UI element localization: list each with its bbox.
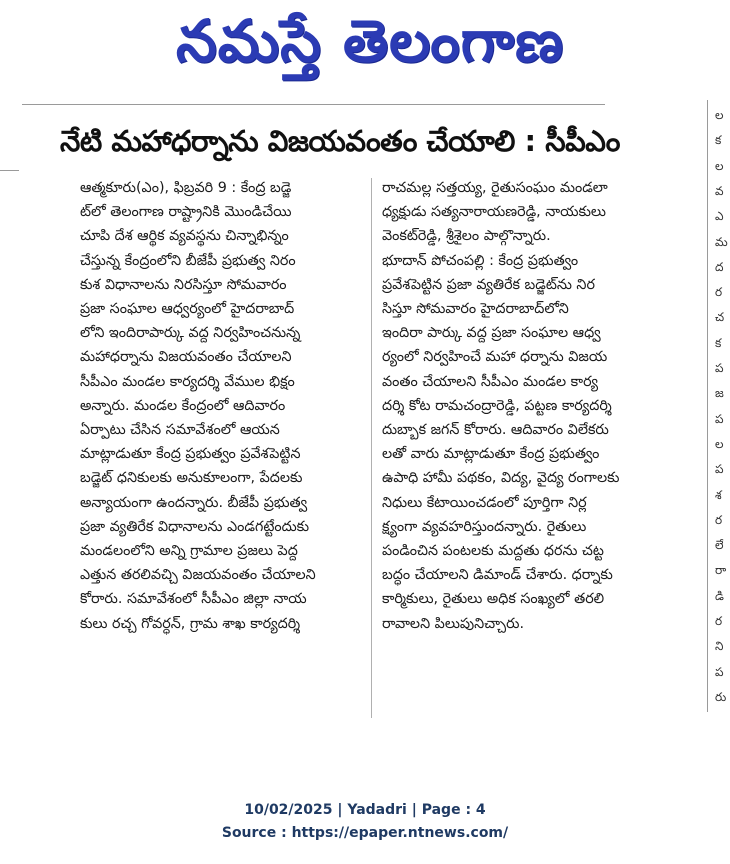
fragment-glyph: క [715, 133, 722, 148]
article-text-line: అన్యాయంగా ఉందన్నారు. బీజేపీ ప్రభుత్వ [80, 494, 308, 511]
article-text-line: ఆత్మకూరు(ఎం), ఫిబ్రవరి 9 : కేంద్ర బడ్జె [80, 180, 292, 196]
article-text-line: ర్యంలో నిర్వహించే మహా ధర్నాను విజయ [382, 349, 608, 366]
article-text-line: ప్రజా సంఘాల ఆధ్వర్యంలో హైదరాబాద్ [80, 301, 295, 318]
fragment-glyph: డి [715, 588, 724, 603]
right-column-divider [707, 100, 708, 712]
left-column-rule [0, 170, 19, 171]
article-text-line: లతో వారు మాట్లాడుతూ కేంద్ర ప్రభుత్వం [382, 446, 600, 463]
fragment-glyph: జ [715, 386, 724, 401]
top-rule [22, 104, 605, 105]
article-text-line: ఇందిరా పార్కు వద్ద ప్రజా సంఘాల ఆధ్వ [382, 325, 601, 342]
article-text-line: కోరారు. సమావేశంలో సీపీఎం జిల్లా నాయ [80, 591, 307, 608]
fragment-glyph: రా [715, 563, 727, 578]
article-text-line: ప్రవేశపెట్టిన ప్రజా వ్యతిరేక బడ్జెట్‌ను నిర [382, 276, 595, 293]
column-divider [371, 178, 372, 718]
fragment-glyph: ర [715, 614, 723, 628]
article-text-line: చూపి దేశ ఆర్థిక వ్యవస్థను చిన్నాభిన్నం [80, 228, 289, 245]
article-text-line: ఎత్తున తరలివచ్చి విజయవంతం చేయాలని [80, 567, 316, 584]
article-text-line: సిస్తూ సోమవారం హైదరాబాద్‌లోని [382, 301, 569, 318]
fragment-glyph: ల [715, 436, 724, 451]
article-text-line: వంతం చేయాలని సీపీఎం మండల కార్య [382, 373, 599, 390]
fragment-glyph: ల [715, 158, 724, 173]
footer-source: Source : https://epaper.ntnews.com/ [221, 825, 509, 841]
fragment-glyph: ప [715, 411, 724, 426]
fragment-glyph: ర [715, 512, 723, 527]
fragment-glyph: ప [715, 664, 724, 679]
fragment-glyph: మ [715, 234, 728, 249]
article-text-line: రావాలని పిలుపునిచ్చారు. [382, 615, 525, 632]
article-column-1 [80, 176, 362, 636]
article-text-line: నిధులు కేటాయించడంలో పూర్తిగా నిర్ల [382, 494, 587, 511]
fragment-glyph: ప [715, 361, 724, 375]
fragment-glyph: లే [715, 538, 724, 553]
article-text-line: చేస్తున్న కేంద్రంలోని బీజేపీ ప్రభుత్వ నిరం [80, 252, 296, 269]
fragment-glyph: రు [715, 689, 727, 704]
article-text-line: మహాధర్నాను విజయవంతం చేయాలని [80, 349, 292, 366]
article-text-line: మాట్లాడుతూ కేంద్ర ప్రభుత్వం ప్రవేశపెట్టిన [80, 446, 301, 463]
article-text-line: బద్ధం చేయాలని డిమాండ్ చేశారు. ధర్నాకు [382, 567, 613, 584]
fragment-glyph: ప [715, 462, 724, 477]
fragment-glyph: ల [715, 108, 724, 122]
article-text-line: ట్‌లో తెలంగాణ రాష్ట్రానికి మొండిచేయి [80, 204, 292, 221]
article-text-line: ఏర్పాటు చేసిన సమావేశంలో ఆయన [80, 422, 280, 439]
fragment-glyph: ర [715, 285, 723, 300]
footer-edition-info: 10/02/2025 | Yadadri | Page : 4 [244, 802, 486, 818]
article-text-line: సీపీఎం మండల కార్యదర్శి వేముల భిక్షం [80, 373, 295, 390]
article-text-line: అన్నారు. మండల కేంద్రంలో ఆదివారం [80, 397, 286, 414]
article-text-line: భూదాన్ పోచంపల్లి : కేంద్ర ప్రభుత్వం [382, 252, 579, 269]
article-text-line: ఉపాధి హామీ పథకం, విద్య, వైద్య రంగాలకు [382, 470, 620, 487]
article-text-line: క్ష్యంగా వ్యవహరిస్తుందన్నారు. రైతులు [382, 518, 587, 535]
article-text-line: రాచమల్ల సత్తయ్య, రైతుసంఘం మండలా [382, 180, 608, 196]
article-text-line: ప్రజా వ్యతిరేక విధానాలను ఎండగట్టేందుకు [80, 518, 310, 535]
article-text-line: వెంకట్‌రెడ్డి, శ్రీశైలం పాల్గొన్నారు. [382, 228, 551, 245]
fragment-glyph: చ [715, 310, 725, 325]
fragment-glyph: ని [715, 639, 724, 654]
article-text-line: బడ్జెట్ ధనికులకు అనుకూలంగా, పేదలకు [80, 470, 303, 487]
fragment-glyph: ఎ [715, 209, 724, 224]
adjacent-article-fragment [711, 100, 730, 712]
article-text-line: కార్మికులు, రైతులు అధిక సంఖ్యలో తరలి [382, 591, 605, 608]
fragment-glyph: ద [715, 259, 724, 274]
fragment-glyph: క [715, 335, 722, 350]
article-text-line: కులు రచ్చ గోవర్ధన్, గ్రామ శాఖ కార్యదర్శి [80, 615, 301, 632]
article-headline: నేటి మహాధర్నాను విజయవంతం చేయాలి : సీపీఎం [60, 124, 621, 158]
article-text-line: పండించిన పంటలకు మద్దతు ధరను చట్ట [382, 543, 604, 560]
fragment-glyph: వ [715, 183, 724, 198]
article-text-line: దర్శి కోట రామచంద్రారెడ్డి, పట్టణ కార్యదర్శి [382, 397, 612, 414]
fragment-glyph: శ [715, 487, 722, 502]
article-column-2 [382, 176, 700, 636]
article-text-line: మండలంలోని అన్ని గ్రామాల ప్రజలు పెద్ద [80, 543, 298, 560]
article-text-line: దుబ్బాక జగన్ కోరారు. ఆదివారం విలేకరు [382, 422, 609, 439]
newspaper-masthead: నమస్తే తెలంగాణ [176, 7, 564, 75]
article-text-line: కుశ విధానాలను నిరసిస్తూ సోమవారం [80, 276, 287, 293]
article-text-line: ధ్యక్షుడు సత్యనారాయణరెడ్డి, నాయకులు [382, 204, 606, 221]
article-text-line: లోని ఇందిరాపార్కు వద్ద నిర్వహించనున్న [80, 325, 301, 342]
